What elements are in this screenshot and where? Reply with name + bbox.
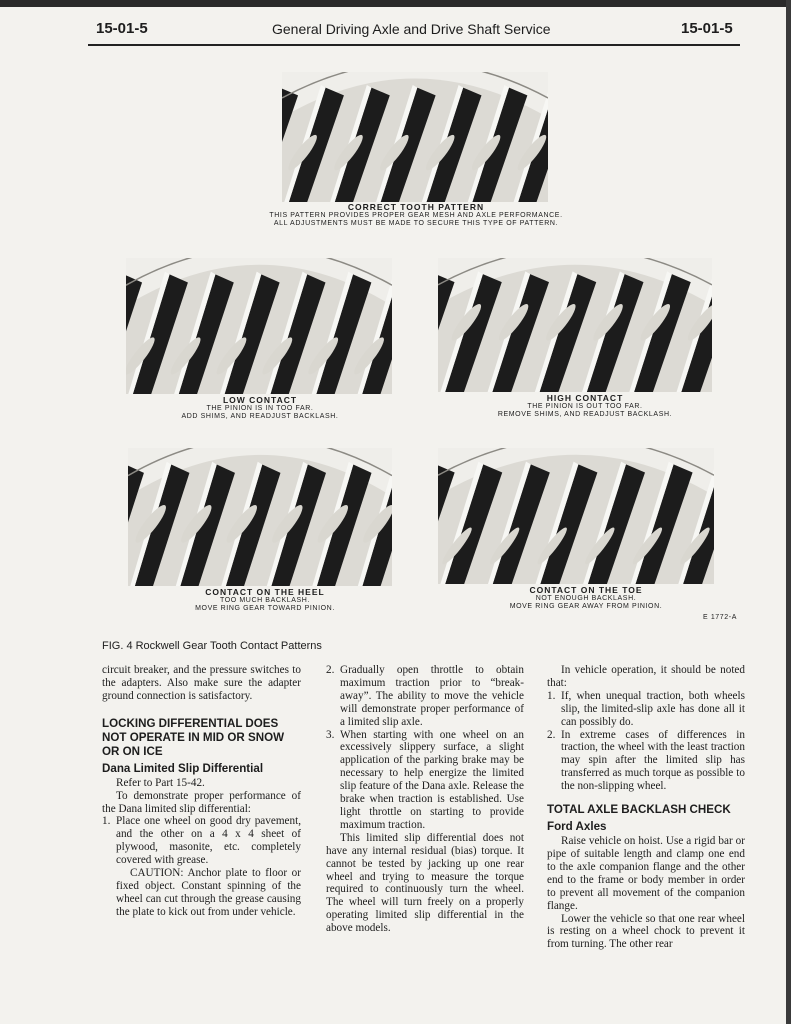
photo-low-contact	[126, 258, 392, 394]
caption-low-line2: ADD SHIMS, AND READJUST BACKLASH.	[181, 413, 339, 420]
caption-heel-contact	[145, 588, 385, 614]
photo-correct-pattern	[282, 72, 548, 202]
list-text: Place one wheel on good dry pavement, and the other on a 4 x 4 sheet of plywood, masonite, etc. completely covered with grease.	[116, 815, 301, 867]
photo-high-contact	[438, 258, 712, 392]
text-column-2	[326, 664, 524, 935]
col3-list-item-1	[547, 690, 745, 729]
col1-paragraph-demonstrate: To demonstrate proper performance of the Dana limited slip differential:	[102, 789, 301, 815]
heading-ford-axles: Ford Axles	[547, 820, 607, 834]
col1-paragraph-refer: Refer to Part 15-42.	[116, 776, 205, 789]
text-column-1	[102, 664, 301, 919]
heading-total-backlash: TOTAL AXLE BACKLASH CHECK	[547, 803, 731, 817]
caption-heel-line1: TOO MUCH BACKLASH.	[219, 596, 311, 604]
caption-toe-title: CONTACT ON THE TOE	[529, 585, 643, 595]
photo-heel-contact	[128, 448, 392, 586]
caution-text: CAUTION: Anchor plate to floor or fixed object. Constant spinning of the wheel can cut through the grease causing the plate to kick out from under vehicle.	[116, 867, 301, 918]
col1-caution	[102, 867, 301, 919]
header-rule	[88, 44, 740, 46]
caption-low-title: LOW CONTACT	[222, 395, 298, 405]
caption-correct-pattern	[200, 203, 632, 229]
caption-low-line1: THE PINION IS IN TOO FAR.	[206, 404, 314, 412]
caption-toe-line2: MOVE RING GEAR AWAY FROM PINION.	[509, 603, 663, 610]
caption-toe-contact	[456, 586, 716, 612]
caption-heel-line2: MOVE RING GEAR TOWARD PINION.	[195, 605, 335, 612]
caption-low-contact	[140, 396, 380, 422]
page-number-left: 15-01-5	[96, 20, 148, 37]
gear-teeth-low-svg	[126, 258, 392, 394]
caption-high-line2: REMOVE SHIMS, AND READJUST BACKLASH.	[497, 411, 673, 418]
caption-correct-line1: THIS PATTERN PROVIDES PROPER GEAR MESH AND AXLE PERFORMANCE.	[269, 211, 563, 219]
list-number: 2.	[326, 664, 335, 676]
col1-list-item-1	[102, 815, 301, 867]
heading-locking-differential: LOCKING DIFFERENTIAL DOES NOT OPERATE IN MID OR SNOW OR ON ICE	[102, 716, 285, 758]
right-edge-shadow	[786, 0, 791, 1024]
col3-paragraph-lower: Lower the vehicle so that one rear wheel is resting on a wheel chock to prevent it from turning. The other rear	[547, 912, 745, 951]
gear-teeth-toe-svg	[438, 448, 714, 584]
caption-correct-line2: ALL ADJUSTMENTS MUST BE MADE TO SECURE THIS TYPE OF PATTERN.	[273, 220, 559, 227]
caption-high-contact	[455, 394, 715, 420]
list-number: 1.	[102, 815, 111, 828]
caption-toe-line1: NOT ENOUGH BACKLASH.	[535, 594, 637, 602]
page-number-right: 15-01-5	[681, 20, 733, 37]
caption-heel-title: CONTACT ON THE HEEL	[205, 587, 325, 597]
caption-high-title: HIGH CONTACT	[546, 393, 624, 403]
col3-paragraph-noted: In vehicle operation, it should be noted that:	[547, 664, 745, 689]
col2-list-item-2	[326, 664, 524, 729]
list-number: 3.	[326, 728, 335, 741]
heading-dana-limited-slip: Dana Limited Slip Differential	[102, 761, 264, 775]
col1-paragraph-1: circuit breaker, and the pressure switches to the adapters. Also make sure the adapter ground connection is satisfactory.	[102, 664, 301, 702]
gear-teeth-high-svg	[438, 258, 712, 392]
caption-high-line1: THE PINION IS OUT TOO FAR.	[527, 402, 643, 410]
top-edge-bar	[0, 0, 791, 7]
caption-correct-title: CORRECT TOOTH PATTERN	[347, 202, 485, 212]
photo-toe-contact	[438, 448, 714, 584]
col3-paragraph-raise: Raise vehicle on hoist. Use a rigid bar or pipe of suitable length and clamp one end to the axle companion flange and the other end to the frame or body member in order to prevent all movement of the companion flange.	[547, 835, 745, 912]
figure-reference-code: E 1772-A	[703, 614, 737, 621]
gear-teeth-heel-svg	[128, 448, 392, 586]
text-column-3	[547, 664, 745, 951]
list-text: If, when unequal traction, both wheels slip, the limited-slip axle has done all it can possibly do.	[561, 689, 745, 728]
list-text: Gradually open throttle to obtain maximum traction prior to “break-away”. The ability to move the vehicle will demonstrate proper performance of a limited slip axle.	[340, 664, 524, 728]
figure-caption: FIG. 4 Rockwell Gear Tooth Contact Patterns	[102, 640, 322, 652]
gear-teeth-correct-svg	[282, 72, 548, 202]
col3-list-item-2	[547, 729, 745, 794]
list-number: 2.	[547, 728, 556, 741]
list-text: In extreme cases of differences in traction, the wheel with the least traction may spin after the limited slip has transferred as much torque as possible to the non-slipping wheel.	[561, 728, 745, 793]
list-text: When starting with one wheel on an excessively slippery surface, a slight application of the parking brake may be necessary to help energize the limited slip feature of the Dana axle. Release the brake when traction is established. Use light throttle on starting to provide maximum traction.	[340, 728, 524, 831]
col2-paragraph-bias: This limited slip differential does not have any internal residual (bias) torque. It cannot be tested by jacking up one rear wheel and trying to measure the torque required to continuously turn the wheel. The wheel will turn freely on a properly operating limited slip differential in the above models.	[326, 831, 524, 935]
col2-list-item-3	[326, 729, 524, 832]
list-number: 1.	[547, 689, 556, 702]
page-header-title: General Driving Axle and Drive Shaft Service	[272, 21, 551, 37]
